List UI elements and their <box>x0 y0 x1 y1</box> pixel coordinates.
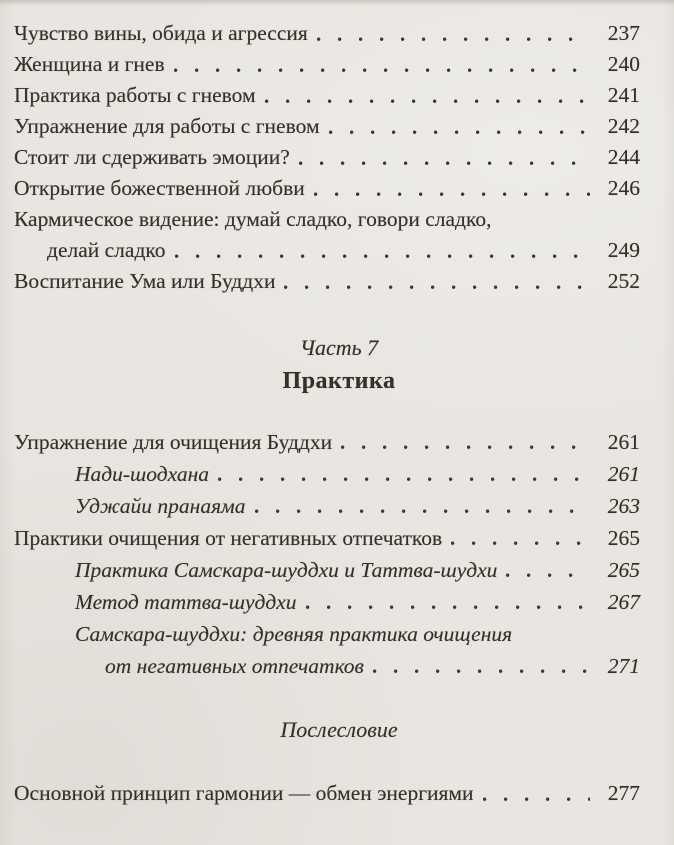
part-number-heading: Часть 7 <box>299 335 379 360</box>
toc-entry-title: Практика работы с гневом <box>14 83 256 107</box>
dot-leader <box>265 99 590 105</box>
toc-entry-page: 240 <box>607 52 640 76</box>
toc-entry <box>14 426 640 458</box>
toc-entry <box>14 173 640 204</box>
toc-entry-title: Упражнение для работы с гневом <box>14 114 320 138</box>
dot-leader <box>255 509 590 515</box>
afterword-heading: Послесловие <box>280 717 398 742</box>
toc-entry-title: Стоит ли сдерживать эмоции? <box>14 145 290 169</box>
toc-entry-page: 263 <box>607 493 640 518</box>
toc-subentry-wrapped-first-line <box>14 618 640 650</box>
dot-leader <box>317 37 590 43</box>
toc-section-1 <box>14 18 640 297</box>
toc-section-2 <box>14 426 640 682</box>
toc-entry-title: Метод таттва-шуддхи <box>75 589 297 614</box>
toc-entry-title: Основной принцип гармонии — обмен энергиями <box>14 781 474 805</box>
toc-entry-title: Кармическое видение: думай сладко, говори сладко, <box>14 207 492 231</box>
toc-entry-page: 252 <box>607 269 640 293</box>
dot-leader <box>329 130 590 136</box>
dot-leader <box>284 285 590 291</box>
toc-entry <box>14 522 640 554</box>
toc-subentry-wrapped-continuation <box>14 650 640 682</box>
toc-subentry <box>14 554 640 586</box>
dot-leader <box>341 445 590 451</box>
toc-entry-title: Воспитание Ума или Буддхи <box>14 269 276 293</box>
toc-entry-page: 246 <box>607 176 640 200</box>
toc-subentry <box>14 490 640 522</box>
toc-entry <box>14 266 640 297</box>
toc-entry-title: Практики очищения от негативных отпечатков <box>14 525 443 550</box>
toc-entry-title: от негативных отпечатков <box>105 653 364 678</box>
toc-entry-page: 261 <box>607 429 640 454</box>
toc-entry-title: Открытие божественной любви <box>14 176 305 200</box>
toc-subentry <box>14 586 640 618</box>
toc-entry-title: Уджайи пранаяма <box>75 493 246 518</box>
toc-entry-page: 265 <box>607 525 640 550</box>
dot-leader <box>174 68 590 74</box>
dot-leader <box>451 541 590 547</box>
toc-entry-page: 237 <box>607 21 640 45</box>
toc-entry-page: 241 <box>607 83 640 107</box>
dot-leader <box>506 573 590 579</box>
toc-entry-title: Женщина и гнев <box>14 52 165 76</box>
toc-entry-page: 244 <box>607 145 640 169</box>
toc-entry-page: 271 <box>607 653 640 678</box>
toc-entry-page: 265 <box>607 557 640 582</box>
toc-entry-wrapped-continuation <box>14 235 640 266</box>
toc-entry-page: 242 <box>607 114 640 138</box>
toc-entry-page: 267 <box>607 589 640 614</box>
toc-entry <box>14 778 640 809</box>
toc-entry <box>14 142 640 173</box>
toc-section-afterword <box>14 778 640 809</box>
dot-leader <box>314 192 590 198</box>
dot-leader <box>483 797 590 803</box>
toc-entry-wrapped-first-line <box>14 204 640 235</box>
toc-subentry <box>14 458 640 490</box>
toc-entry-page: 277 <box>607 781 640 805</box>
toc-entry-page: 261 <box>607 461 640 486</box>
toc-entry <box>14 80 640 111</box>
dot-leader <box>175 254 591 260</box>
toc-entry-title: Самскара-шуддхи: древняя практика очищения <box>75 621 513 646</box>
part-title-heading: Практика <box>282 368 396 394</box>
toc-entry-title: делай сладко <box>47 238 166 262</box>
toc-entry-title: Чувство вины, обида и агрессия <box>14 21 308 45</box>
toc-entry <box>14 18 640 49</box>
toc-entry <box>14 49 640 80</box>
dot-leader <box>218 477 590 483</box>
toc-entry-page: 249 <box>607 238 640 262</box>
dot-leader <box>306 605 590 611</box>
toc-entry-title: Упражнение для очищения Буддхи <box>14 429 333 454</box>
dot-leader <box>299 161 590 167</box>
toc-entry-title: Нади-шодхана <box>75 461 210 486</box>
toc-entry <box>14 111 640 142</box>
toc-entry-title: Практика Самскара-шуддхи и Таттва-шудхи <box>75 557 498 582</box>
dot-leader <box>373 669 590 675</box>
